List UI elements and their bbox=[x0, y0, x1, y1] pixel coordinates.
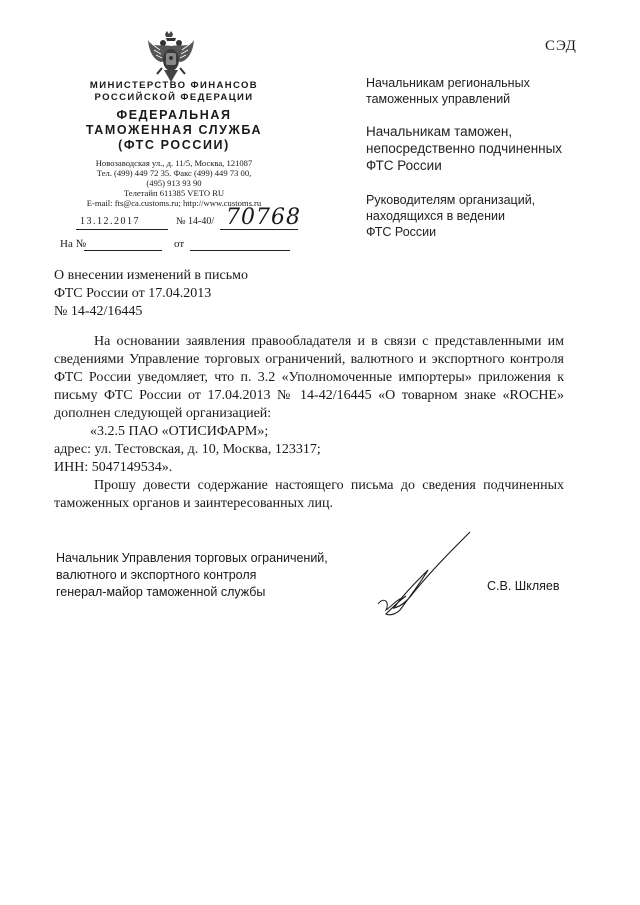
signatory-name: С.В. Шкляев bbox=[487, 579, 560, 593]
contact-phone: Тел. (499) 449 72 35. Факс (499) 449 73 00, bbox=[96, 168, 252, 178]
registration-date: 13.12.2017 bbox=[80, 216, 140, 227]
contact-phone-2: (495) 913 93 90 bbox=[146, 178, 202, 188]
addressee-regional-administrations: Начальникам региональных таможенных управлений bbox=[366, 76, 530, 106]
reference-date-line bbox=[190, 250, 290, 251]
addressee-customs-heads: Начальникам таможен, непосредственно подчиненных ФТС России bbox=[366, 124, 563, 173]
reference-number-label: На № bbox=[60, 238, 87, 250]
document-marker: СЭД bbox=[545, 38, 577, 54]
coat-of-arms-emblem bbox=[146, 30, 196, 86]
contact-address: Новозаводская ул., д. 11/5, Москва, 121087 bbox=[95, 158, 253, 168]
letter-body bbox=[54, 333, 564, 513]
contact-email: E-mail: fts@ca.customs.ru; http://www.customs.ru bbox=[86, 198, 262, 208]
contact-teletype: Телетайп 611385 VETO RU bbox=[123, 188, 225, 198]
addressee-organization-heads: Руководителям организаций, находящихся в ведении ФТС России bbox=[366, 193, 536, 239]
reference-date-label: от bbox=[174, 238, 185, 250]
number-underline bbox=[220, 229, 298, 230]
date-underline bbox=[76, 229, 168, 230]
body-item-address: адрес: ул. Тестовская, д. 10, Москва, 123317; bbox=[54, 442, 321, 457]
body-item-organization: «3.2.5 ПАО «ОТИСИФАРМ»; bbox=[90, 424, 269, 439]
signatory-title: Начальник Управления торговых ограничений, валютного и экспортного контроля генерал-майор таможенной службы bbox=[56, 551, 328, 599]
body-paragraph-request: Прошу довести содержание настоящего письма до сведения подчиненных таможенных органов и заинтересованных лиц. bbox=[54, 478, 564, 511]
body-paragraph-main: На основании заявления правообладателя и в связи с представленными им сведениями Управление торговых ограничений, валютного и экспортного контроля ФТС России уведомляет, что п. 3.2 «Уполномоченные импортеры» приложения к письму ФТС России от 17.04.2013 № 14-42/16445 «О товарном знаке «ROCHE» дополнен следующей организацией: bbox=[54, 334, 564, 421]
reference-number-line bbox=[84, 250, 162, 251]
letter-subject: О внесении изменений в письмо ФТС России от 17.04.2013 № 14-42/16445 bbox=[54, 268, 248, 319]
registration-number-prefix: № 14-40/ bbox=[176, 216, 215, 227]
registration-number-handwritten: 70768 bbox=[226, 205, 301, 230]
ministry-name: МИНИСТЕРСТВО ФИНАНСОВ РОССИЙСКОЙ ФЕДЕРАЦИИ bbox=[89, 80, 259, 103]
handwritten-signature bbox=[372, 530, 472, 620]
agency-contacts bbox=[58, 158, 290, 208]
body-item-inn: ИНН: 5047149534». bbox=[54, 460, 173, 475]
agency-name: ФЕДЕРАЛЬНАЯ ТАМОЖЕННАЯ СЛУЖБА (ФТС РОССИИ) bbox=[85, 108, 263, 152]
